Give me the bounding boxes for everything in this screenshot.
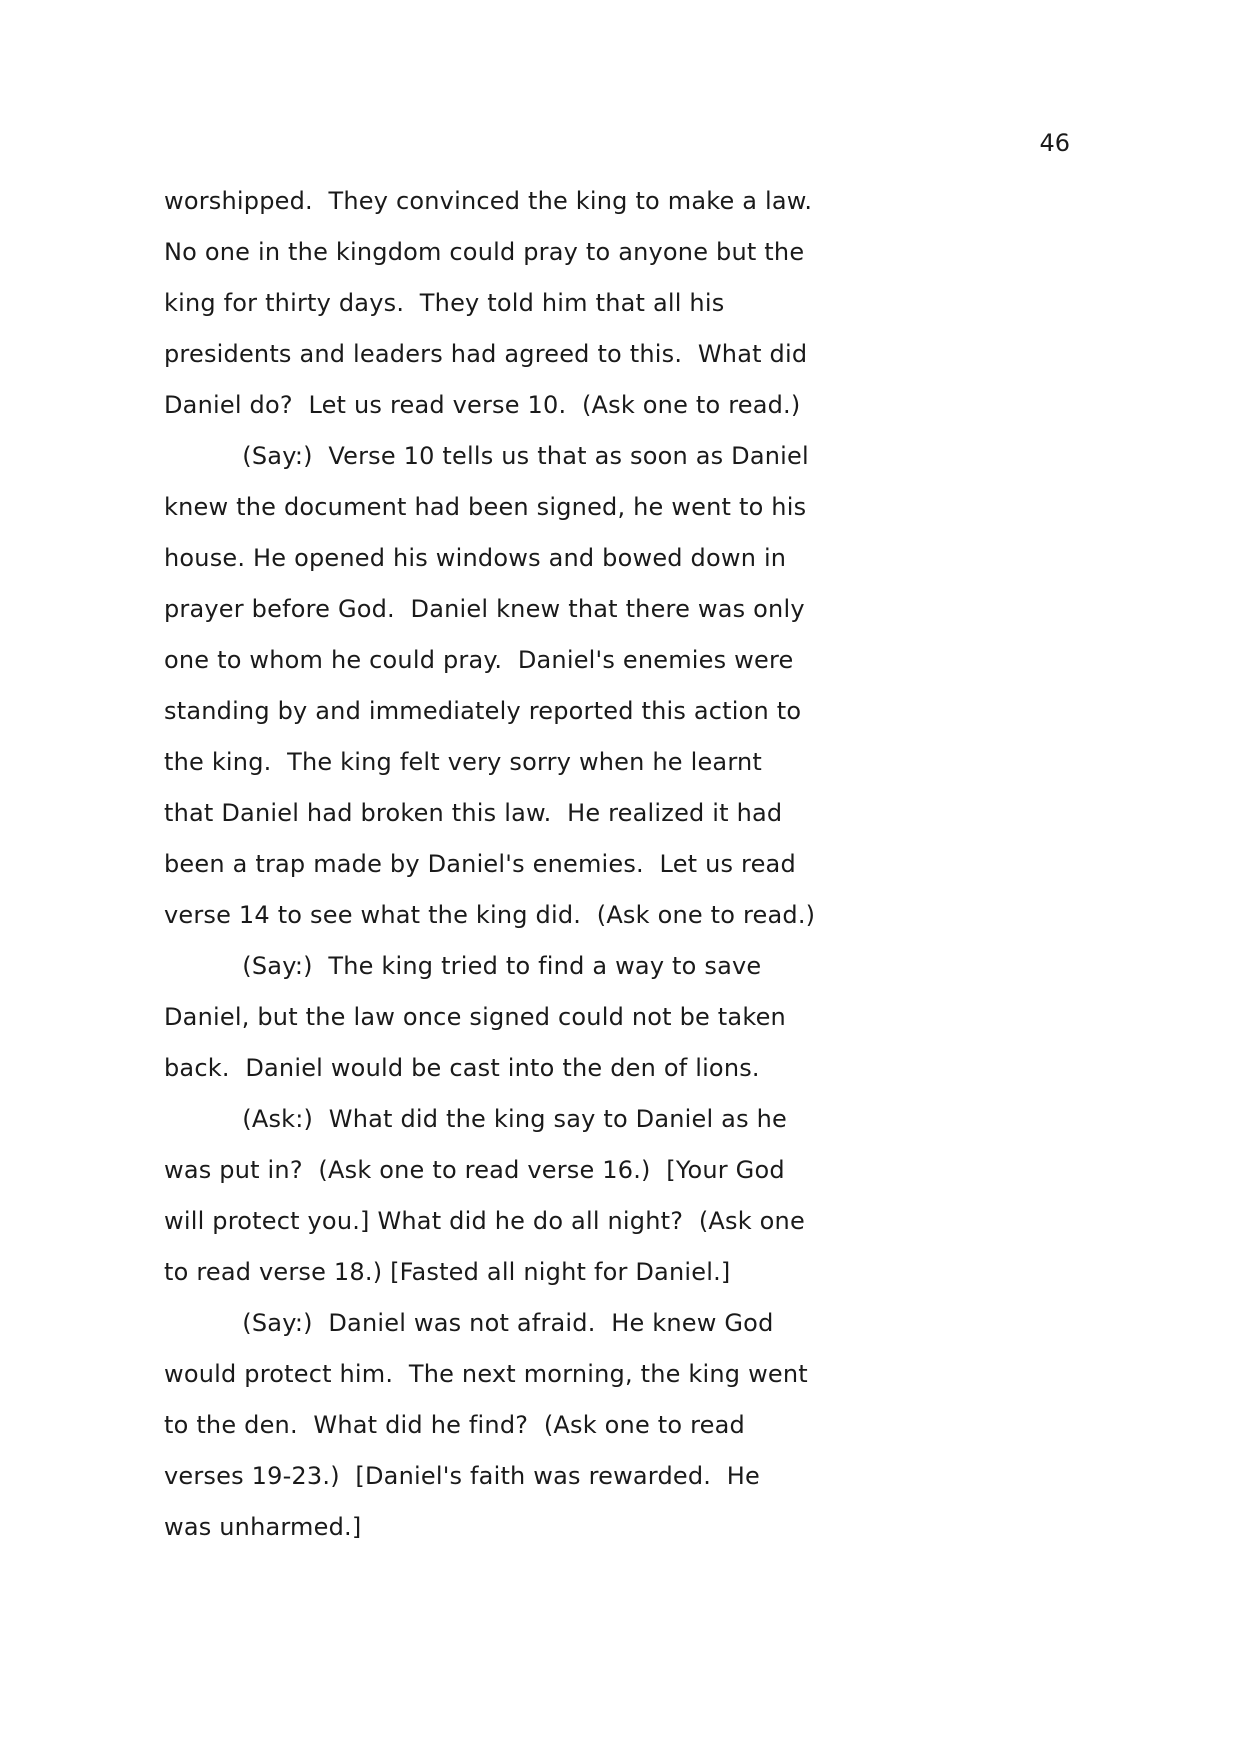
text-line: (Say:) The king tried to find a way to save bbox=[164, 952, 762, 980]
text-line: worshipped. They convinced the king to make a law. bbox=[164, 187, 813, 215]
text-line: one to whom he could pray. Daniel's enemies were bbox=[164, 646, 794, 674]
text-line: to read verse 18.) [Fasted all night for Daniel.] bbox=[164, 1258, 731, 1286]
text-line: will protect you.] What did he do all night? (Ask one bbox=[164, 1207, 805, 1235]
text-line: Daniel, but the law once signed could not be taken bbox=[164, 1003, 786, 1031]
text-line: been a trap made by Daniel's enemies. Let us read bbox=[164, 850, 796, 878]
text-line: presidents and leaders had agreed to this. What did bbox=[164, 340, 808, 368]
text-line: standing by and immediately reported this action to bbox=[164, 697, 802, 725]
text-line: was put in? (Ask one to read verse 16.) [Your God bbox=[164, 1156, 785, 1184]
text-line: that Daniel had broken this law. He realized it had bbox=[164, 799, 783, 827]
text-line: king for thirty days. They told him that all his bbox=[164, 289, 725, 317]
text-line: (Ask:) What did the king say to Daniel as he bbox=[164, 1105, 787, 1133]
text-line: to the den. What did he find? (Ask one to read bbox=[164, 1411, 745, 1439]
text-line: Daniel do? Let us read verse 10. (Ask one to read.) bbox=[164, 391, 801, 419]
text-line: verses 19-23.) [Daniel's faith was rewarded. He bbox=[164, 1462, 760, 1490]
text-line: the king. The king felt very sorry when he learnt bbox=[164, 748, 762, 776]
text-line: back. Daniel would be cast into the den of lions. bbox=[164, 1054, 760, 1082]
page-number: 46 bbox=[1039, 129, 1070, 157]
text-line: was unharmed.] bbox=[164, 1513, 362, 1541]
text-line: knew the document had been signed, he went to his bbox=[164, 493, 807, 521]
text-line: prayer before God. Daniel knew that there was only bbox=[164, 595, 805, 623]
text-line: No one in the kingdom could pray to anyone but the bbox=[164, 238, 805, 266]
body-text bbox=[164, 176, 824, 1553]
text-line: would protect him. The next morning, the king went bbox=[164, 1360, 808, 1388]
text-line: (Say:) Daniel was not afraid. He knew God bbox=[164, 1309, 774, 1337]
text-line: house. He opened his windows and bowed down in bbox=[164, 544, 787, 572]
text-line: (Say:) Verse 10 tells us that as soon as Daniel bbox=[164, 442, 809, 470]
text-line: verse 14 to see what the king did. (Ask one to read.) bbox=[164, 901, 816, 929]
